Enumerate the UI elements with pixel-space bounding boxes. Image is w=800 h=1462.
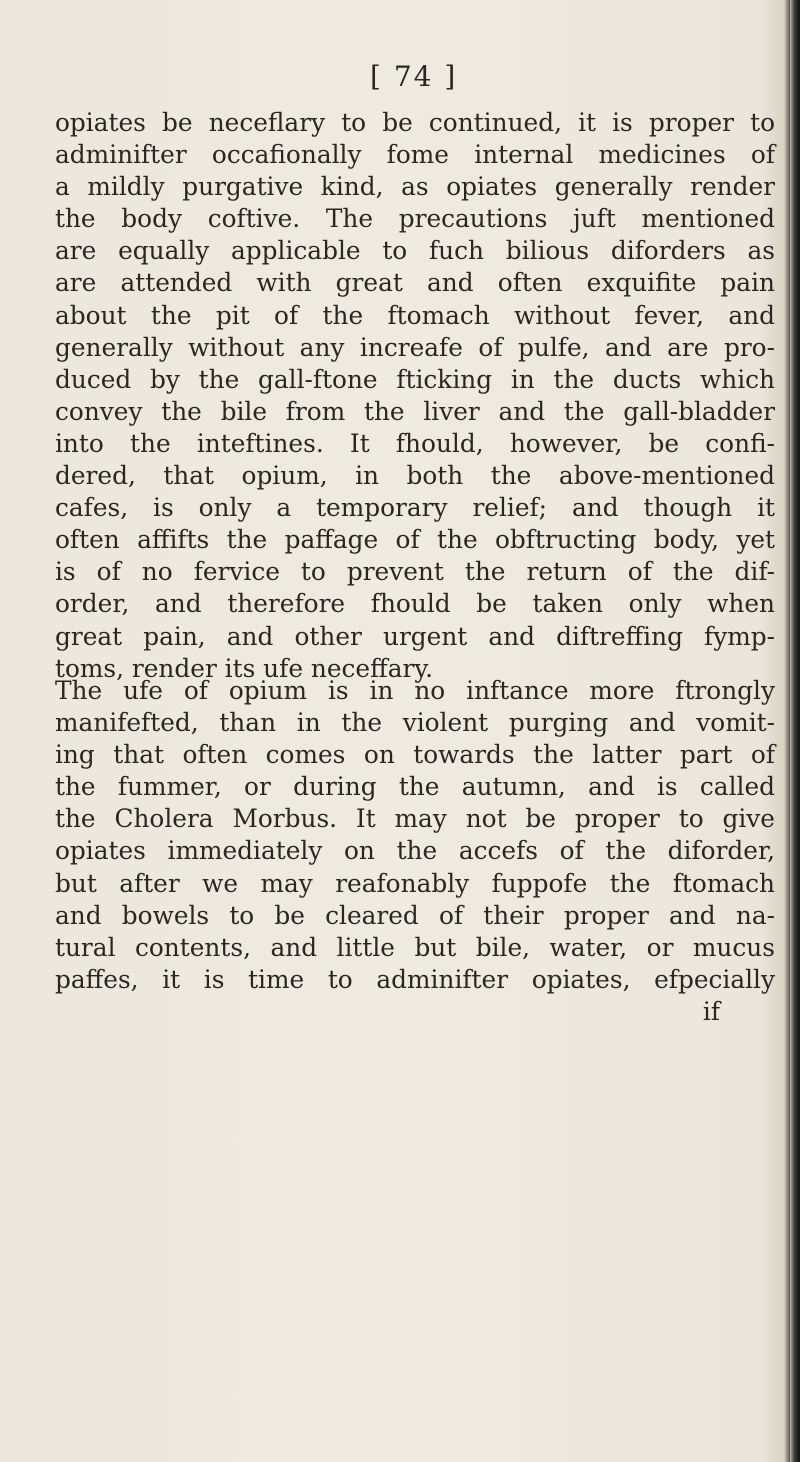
text-line: opiates immediately on the accefs of the diforder, <box>55 836 775 866</box>
paragraph-1 <box>55 107 775 685</box>
text-line: convey the bile from the liver and the gall-bladder <box>55 396 775 426</box>
text-line: the Cholera Morbus. It may not be proper to give <box>55 804 775 834</box>
text-line: the body coftive. The precautions juft mentioned <box>55 204 775 234</box>
page-number: [ 74 ] <box>370 60 458 93</box>
text-line: manifefted, than in the violent purging and vomit- <box>55 708 775 738</box>
text-line: duced by the gall-ftone fticking in the ducts which <box>55 364 775 394</box>
text-line: order, and therefore fhould be taken only when <box>55 589 775 619</box>
text-line: are attended with great and often exquifite pain <box>55 268 775 298</box>
text-line: into the inteftines. It fhould, however, be confi- <box>55 428 775 458</box>
text-line: about the pit of the ftomach without fever, and <box>55 300 775 330</box>
text-line: the fummer, or during the autumn, and is called <box>55 772 775 802</box>
text-line: a mildly purgative kind, as opiates generally render <box>55 172 775 202</box>
text-line: dered, that opium, in both the above-mentioned <box>55 461 775 491</box>
text-line: cafes, is only a temporary relief; and though it <box>55 493 775 523</box>
text-line: ing that often comes on towards the latter part of <box>55 740 775 770</box>
text-line: great pain, and other urgent and diftreffing fymp- <box>55 621 775 651</box>
text-line: are equally applicable to fuch bilious diforders as <box>55 236 775 266</box>
text-line: toms, render its ufe neceffary. <box>55 653 433 683</box>
text-line: tural contents, and little but bile, water, or mucus <box>55 932 775 962</box>
text-line: and bowels to be cleared of their proper and na- <box>55 900 775 930</box>
text-line: but after we may reafonably fuppofe the ftomach <box>55 868 775 898</box>
text-line: generally without any increafe of pulfe, and are pro- <box>55 332 775 362</box>
text-line: is of no fervice to prevent the return of the dif- <box>55 557 775 587</box>
text-line: opiates be neceflary to be continued, it is proper to <box>55 108 775 137</box>
catchword: if <box>702 996 720 1026</box>
text-line: adminifter occafionally fome internal medicines of <box>55 140 775 170</box>
paragraph-2 <box>55 675 775 1028</box>
page-edge-shadow <box>790 0 800 1462</box>
text-line: paffes, it is time to adminifter opiates, efpecially <box>55 964 775 994</box>
text-line: often affifts the paffage of the obftructing body, yet <box>55 525 775 555</box>
text-line: The ufe of opium is in no inftance more ftrongly <box>55 676 775 705</box>
